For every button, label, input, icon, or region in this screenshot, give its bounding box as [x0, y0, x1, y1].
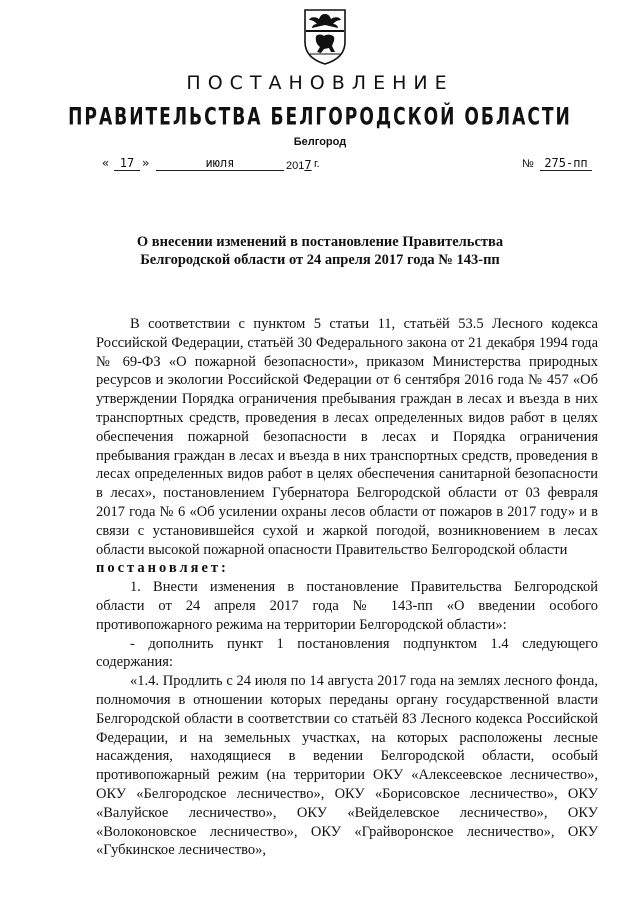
document-body: [96, 315, 598, 860]
document-number: 275-пп: [540, 156, 592, 171]
item-1-sub-paragraph: - дополнить пункт 1 постановления подпунктом 1.4 следующего содержания:: [96, 635, 598, 671]
date-year-suffix: 7: [304, 158, 312, 172]
date-quote-close: »: [142, 156, 150, 170]
city-name: Белгород: [293, 136, 347, 148]
date-year-prefix: 201: [286, 160, 305, 172]
coat-of-arms-icon: [302, 8, 348, 66]
date-day: 17: [114, 156, 140, 171]
resolves-line: [96, 559, 598, 578]
issuing-authority-title: ПРАВИТЕЛЬСТВА БЕЛГОРОДСКОЙ ОБЛАСТИ: [68, 103, 572, 131]
document-number-label: №: [522, 158, 534, 170]
item-1-paragraph: 1. Внести изменения в постановление Правительства Белгородской области от 24 апреля 2017 года № 143-пп «О введении особого противопожарного режима на территории Белгородской области»:: [96, 579, 598, 633]
date-year: [286, 158, 312, 172]
date-year-abbrev: г.: [314, 158, 320, 170]
document-subject: О внесении изменений в постановление Правительства Белгородской области от 24 апреля 2017 года № 143-пп: [136, 234, 504, 268]
document-dateline: [100, 156, 600, 176]
date-month: июля: [156, 156, 284, 171]
item-1-4-paragraph: «1.4. Продлить с 24 июля по 14 августа 2017 года на землях лесного фонда, полномочия в отношении которых переданы органу государственной власти Белгородской области в соответствии со статьёй 83 Лесного кодекса Российской Федерации, и на земельных участках, на которых расположены лесные насаждения, находящиеся в ведении Белгородской области, особый противопожарный режим (на территории ОКУ «Алексеевское лесничество», ОКУ «Белгородское лесничество», ОКУ «Борисовское лесничество», ОКУ «Валуйское лесничество», ОКУ «Вейделевское лесничество», ОКУ «Волоконовское лесничество», ОКУ «Грайворонское лесничество», ОКУ «Губкинское лесничество»,: [96, 673, 598, 859]
preamble-paragraph: В соответствии с пунктом 5 статьи 11, статьёй 53.5 Лесного кодекса Российской Федерации, статьёй 30 Федерального закона от 21 декабря 1994 года № 69-ФЗ «О пожарной безопасности», приказом Министерства природных ресурсов и экологии Российской Федерации от 6 сентября 2016 года № 457 «Об утверждении Порядка ограничения пребывания граждан в лесах и въезда в них транспортных средств, проведения в лесах определенных видов работ в целях обеспечения пожарной безопасности в лесах и Порядка ограничения пребывания граждан в лесах и въезда в них транспортных средств, проведения в лесах определенных видов работ в целях обеспечения санитарной безопасности в лесах», постановлением Губернатора Белгородской области от 03 февраля 2017 года № 6 «Об усилении охраны лесов области от пожаров в 2017 году» и в связи с установившейся сухой и жаркой погодой, возникновением в лесах области высокой пожарной опасности Правительство Белгородской области: [96, 316, 598, 558]
date-quote-open: «: [102, 156, 110, 170]
resolves-word: постановляет:: [96, 560, 229, 577]
document-type-title: ПОСТАНОВЛЕНИЕ: [186, 72, 454, 94]
